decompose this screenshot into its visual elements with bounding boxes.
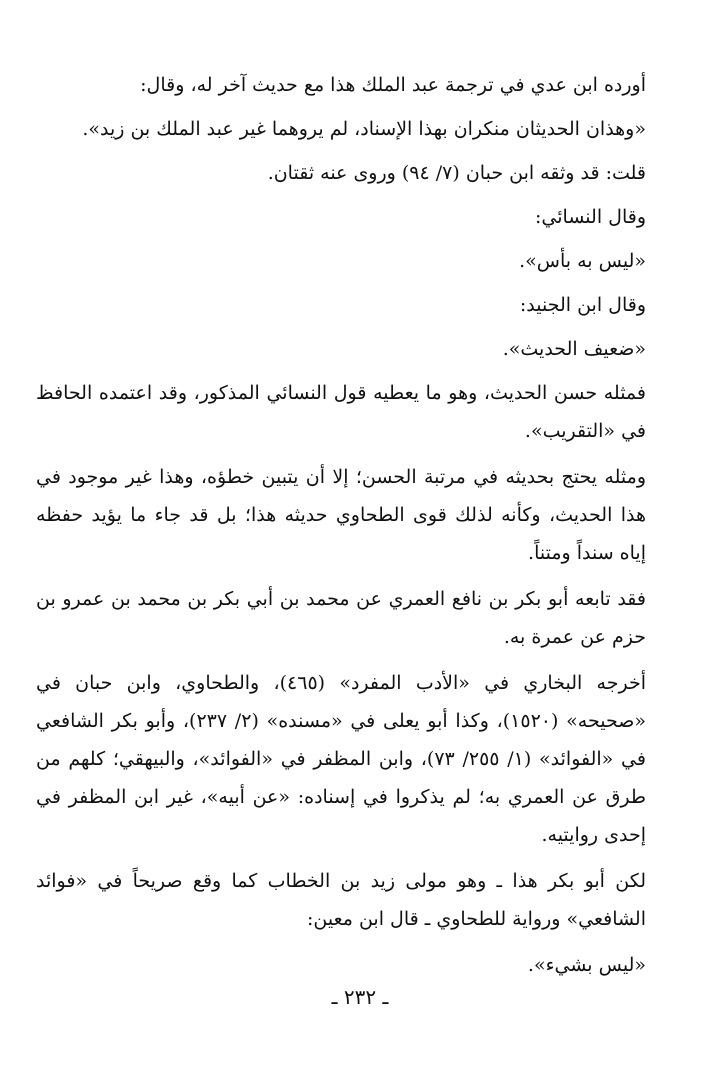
paragraph-qultu: قلت: قد وثقه ابن حبان (٧/ ٩٤) وروى عنه ثقتان. [267,162,646,184]
paragraph-ibn-junaid-intro: وقال ابن الجنيد: [519,294,646,316]
paragraph-ibn-adi: أورده ابن عدي في ترجمة عبد الملك هذا مع حديث آخر له، وقال: [140,74,646,96]
paragraph-laysa-bishay: «ليس بشيء». [527,954,646,976]
paragraph-nasai-intro: وقال النسائي: [535,206,646,228]
page-number: ـ ٢٣٢ ـ [331,985,389,1009]
paragraph-mutaba: فقد تابعه أبو بكر بن نافع العمري عن محمد بن أبي بكر بن محمد بن عمرو بن حزم عن عمرة به. [36,588,646,648]
paragraph-quote-munkar: «وهذان الحديثان منكران بهذا الإسناد، لم يروهما غير عبد الملك بن زيد». [82,118,646,140]
page-body [36,66,646,992]
paragraph-nasai-quote: «ليس به بأس». [519,250,646,272]
paragraph-yuhtajj: ومثله يحتج بحديثه في مرتبة الحسن؛ إلا أن يتبين خطؤه، وهذا غير موجود في هذا الحديث، وكأنه لذلك قوى الطحاوي حديثه هذا؛ بل قد جاء ما يؤيد حفظه إياه سنداً ومتناً. [36,466,646,564]
paragraph-abu-bakr: لكن أبو بكر هذا ـ وهو مولى زيد بن الخطاب كما وقع صريحاً في «فوائد الشافعي» ورواية للطحاوي ـ قال ابن معين: [36,870,646,930]
paragraph-takhrij: أخرجه البخاري في «الأدب المفرد» (٤٦٥)، والطحاوي، وابن حبان في «صحيحه» (١٥٢٠)، وكذا أبو يعلى في «مسنده» (٢/ ٢٣٧)، وأبو بكر الشافعي في «الفوائد» (١/ ٢٥٥/ ٧٣)، وابن المظفر في «الفوائد»، والبيهقي؛ كلهم من طرق عن العمري به؛ لم يذكروا في إسناده: «عن أبيه»، غير ابن المظفر في إحدى روايتيه. [36,672,646,846]
paragraph-ibn-junaid-quote: «ضعيف الحديث». [502,338,646,360]
paragraph-hasan-hadith: فمثله حسن الحديث، وهو ما يعطيه قول النسائي المذكور، وقد اعتمده الحافظ في «التقريب». [36,382,646,442]
